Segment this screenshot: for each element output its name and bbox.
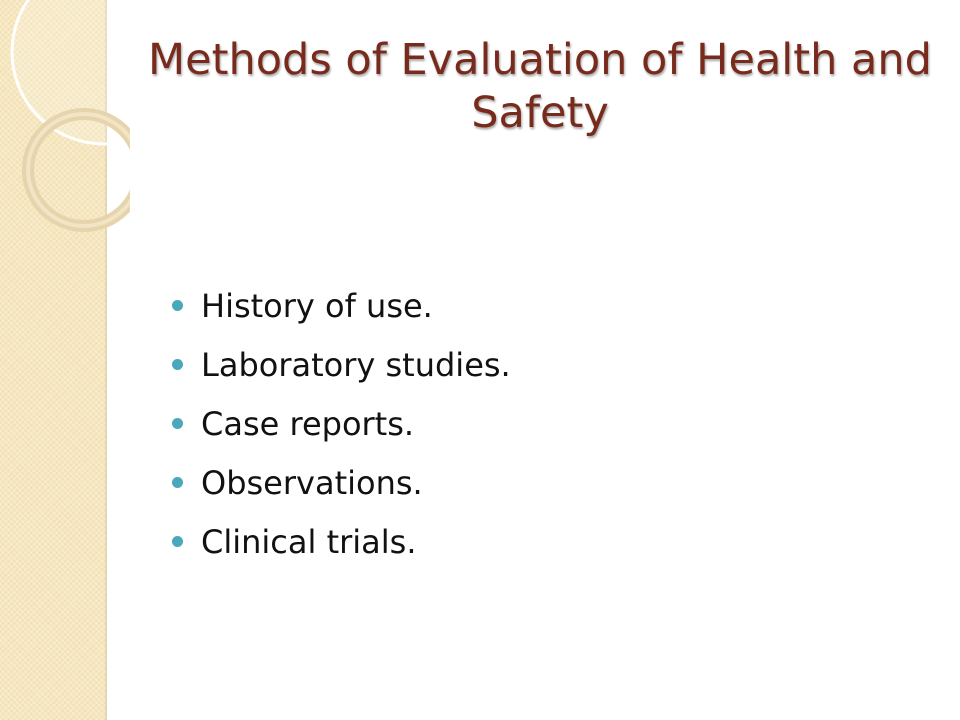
list-item bbox=[172, 276, 511, 335]
list-item bbox=[172, 335, 511, 394]
list-item bbox=[172, 453, 511, 512]
bullet-text: Observations. bbox=[201, 463, 423, 502]
bullet-dot-icon bbox=[172, 359, 183, 370]
bullet-dot-icon bbox=[172, 477, 183, 488]
bullet-text: Laboratory studies. bbox=[201, 345, 511, 384]
bullet-dot-icon bbox=[172, 536, 183, 547]
decorative-rings bbox=[0, 0, 130, 260]
bullet-list bbox=[172, 276, 511, 571]
bullet-text: History of use. bbox=[201, 286, 433, 325]
bullet-dot-icon bbox=[172, 300, 183, 311]
list-item bbox=[172, 394, 511, 453]
bullet-text: Clinical trials. bbox=[201, 522, 417, 561]
bullet-dot-icon bbox=[172, 418, 183, 429]
list-item bbox=[172, 512, 511, 571]
bullet-text: Case reports. bbox=[201, 404, 415, 443]
slide-title: Methods of Evaluation of Health and Safety bbox=[148, 35, 932, 138]
